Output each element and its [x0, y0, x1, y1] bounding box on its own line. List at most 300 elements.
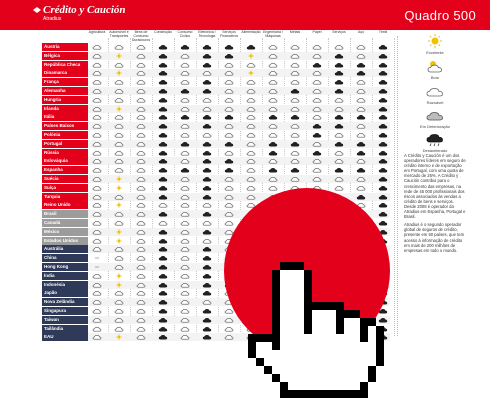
cloud-icon [224, 326, 234, 332]
cloud-icon [92, 238, 102, 244]
table-row[interactable] [88, 78, 390, 86]
dark-cloud-icon [202, 167, 212, 173]
cloud-icon [224, 202, 234, 208]
dark-cloud-icon [180, 44, 190, 50]
country-label[interactable]: Alemanha [42, 87, 88, 95]
dark-cloud-icon [356, 141, 366, 147]
table-row[interactable] [88, 96, 390, 104]
dark-cloud-icon [334, 141, 344, 147]
brand-name: Crédito y Caución [43, 4, 126, 16]
dark-cloud-icon [158, 167, 168, 173]
country-label[interactable]: Nova Zelândia [42, 298, 88, 306]
cloud-icon [114, 97, 124, 103]
table-row[interactable] [88, 52, 390, 60]
table-row[interactable] [88, 175, 390, 183]
dark-cloud-icon [378, 185, 388, 191]
cloud-icon [136, 158, 146, 164]
cloud-icon [334, 176, 344, 182]
cloud-icon [136, 150, 146, 156]
sun-icon [246, 53, 256, 59]
cloud-icon [92, 176, 102, 182]
cloud-icon [92, 246, 102, 252]
dark-cloud-icon [158, 176, 168, 182]
dark-cloud-icon [378, 176, 388, 182]
cloud-icon [290, 70, 300, 76]
cloud-icon [114, 255, 124, 261]
dark-cloud-icon [202, 53, 212, 59]
dark-cloud-icon [202, 334, 212, 340]
country-label[interactable]: República Checa [42, 61, 88, 69]
cloud-icon [136, 255, 146, 261]
cloud-icon [312, 97, 322, 103]
cloud-icon [180, 176, 190, 182]
cloud-icon [92, 106, 102, 112]
cloud-icon [290, 79, 300, 85]
cloud-icon [92, 308, 102, 314]
dark-cloud-icon [158, 308, 168, 314]
cloud-icon [268, 123, 278, 129]
cloud-icon [246, 194, 256, 200]
country-label[interactable]: Indonésia [42, 281, 88, 289]
cloud-icon [114, 62, 124, 68]
cloud-icon [224, 88, 234, 94]
country-label[interactable]: Bélgica [42, 52, 88, 60]
country-label[interactable]: Suíça [42, 184, 88, 192]
dark-cloud-icon [224, 53, 234, 59]
dark-cloud-icon [378, 44, 388, 50]
cloud-icon [180, 282, 190, 288]
dark-cloud-icon [378, 114, 388, 120]
cloud-icon [290, 132, 300, 138]
cloud-icon [268, 132, 278, 138]
dark-cloud-icon [158, 79, 168, 85]
sun-icon [114, 229, 124, 235]
cloud-icon [202, 106, 212, 112]
table-row[interactable] [88, 149, 390, 157]
cloud-icon [136, 246, 146, 252]
cloud-icon [356, 185, 366, 191]
country-label[interactable]: Hong Kong [42, 263, 88, 271]
dark-cloud-icon [202, 185, 212, 191]
dark-cloud-icon [158, 132, 168, 138]
sun-icon [114, 334, 124, 340]
country-label[interactable]: Austrália [42, 245, 88, 253]
country-label[interactable]: Portugal [42, 140, 88, 148]
news-paragraph-2: Atradius é o segundo operador global de seguros de crédito, presente em 50 países, que tem acesso à informação de crédito em mais de 200 milhões de empresas em todo o mundo. [404, 222, 465, 253]
cloud-icon [202, 238, 212, 244]
dark-cloud-icon [202, 44, 212, 50]
country-label[interactable]: Japão [42, 289, 88, 297]
cloud-icon [114, 326, 124, 332]
cloud-icon [268, 79, 278, 85]
country-label[interactable]: Áustria [42, 43, 88, 51]
dark-cloud-icon [378, 62, 388, 68]
cloud-icon [92, 299, 102, 305]
dark-cloud-icon [224, 141, 234, 147]
dark-cloud-icon [268, 150, 278, 156]
dark-cloud-icon [158, 158, 168, 164]
dark-cloud-icon [202, 62, 212, 68]
column-header: Serviços Financeiros [219, 30, 239, 38]
cloud-icon [114, 246, 124, 252]
cloud-icon [246, 114, 256, 120]
dark-cloud-icon [158, 62, 168, 68]
cloud-icon [114, 317, 124, 323]
cloud-icon [136, 132, 146, 138]
cloud-icon [136, 299, 146, 305]
dark-cloud-icon [158, 97, 168, 103]
dark-cloud-icon [268, 114, 278, 120]
column-header: Consumo Cíclico [177, 30, 193, 38]
country-label[interactable]: Irlanda [42, 105, 88, 113]
cloud-icon [312, 70, 322, 76]
country-label[interactable]: Dinamarca [42, 69, 88, 77]
cloud-icon [356, 106, 366, 112]
dark-cloud-icon [158, 70, 168, 76]
cloud-icon [268, 53, 278, 59]
cloud-icon [224, 106, 234, 112]
cloud-icon [312, 88, 322, 94]
column-header: Construção [154, 30, 172, 34]
dark-cloud-icon [378, 53, 388, 59]
cloud-icon [356, 44, 366, 50]
sun-icon [114, 176, 124, 182]
table-row[interactable] [88, 166, 390, 174]
dark-cloud-icon [202, 229, 212, 235]
cloud-icon [114, 150, 124, 156]
country-label[interactable]: Itália [42, 113, 88, 121]
column-header: Engenharia / Máquinas [263, 30, 283, 38]
table-row[interactable] [88, 43, 390, 51]
cloud-icon [114, 79, 124, 85]
sun-icon [114, 106, 124, 112]
legend-item-bleak [407, 131, 463, 153]
cloud-icon [224, 194, 234, 200]
cloud-icon [136, 211, 146, 217]
cloud-icon [136, 167, 146, 173]
cloud-icon [136, 290, 146, 296]
table-row[interactable] [88, 140, 390, 148]
cloud-icon [136, 106, 146, 112]
cloud-icon [136, 79, 146, 85]
column-header: Metais [289, 30, 301, 34]
country-label[interactable]: Índia [42, 272, 88, 280]
dark-cloud-icon [224, 167, 234, 173]
table-row[interactable] [88, 61, 390, 69]
cloud-icon [180, 194, 190, 200]
cloud-icon [136, 141, 146, 147]
cloud-icon [180, 246, 190, 252]
cloud-icon [246, 106, 256, 112]
dark-cloud-icon [180, 167, 190, 173]
dark-cloud-icon [334, 62, 344, 68]
cloud-icon [136, 176, 146, 182]
cloud-icon [224, 123, 234, 129]
dark-cloud-icon [224, 158, 234, 164]
dark-cloud-icon [202, 282, 212, 288]
cloud-icon [92, 44, 102, 50]
country-label[interactable]: China [42, 254, 88, 262]
cloud-icon [114, 194, 124, 200]
cloud-icon [180, 255, 190, 261]
cloud-icon [180, 308, 190, 314]
cloud-icon [92, 114, 102, 120]
cloud-icon [114, 308, 124, 314]
legend-label: Em Deterioração [419, 124, 450, 129]
cloud-icon [92, 97, 102, 103]
cloud-icon [180, 273, 190, 279]
cloud-icon [180, 317, 190, 323]
country-label[interactable]: Rússia [42, 149, 88, 157]
cloud-icon [136, 334, 146, 340]
country-label[interactable]: Tailândia [42, 325, 88, 333]
cloud-icon [290, 158, 300, 164]
dark-cloud-icon [158, 211, 168, 217]
dark-cloud-icon [158, 273, 168, 279]
cloud-icon [202, 220, 212, 226]
cloud-icon [92, 79, 102, 85]
column-divider [394, 38, 395, 336]
dark-cloud-icon [246, 44, 256, 50]
cloud-icon [312, 141, 322, 147]
cloud-icon [180, 185, 190, 191]
dark-cloud-icon [378, 70, 388, 76]
cloud-icon [246, 158, 256, 164]
cloud-icon [268, 70, 278, 76]
dark-cloud-icon [312, 132, 322, 138]
cloud-icon [290, 106, 300, 112]
cloud-icon [356, 88, 366, 94]
cloud-icon [290, 53, 300, 59]
legend-label: Desacelerado [422, 148, 448, 153]
cloud-icon [334, 44, 344, 50]
cloud-icon [246, 176, 256, 182]
dark-cloud-icon [378, 194, 388, 200]
sidebar-divider [397, 36, 398, 336]
dark-cloud-icon [378, 79, 388, 85]
cloud-icon [246, 123, 256, 129]
cloud-icon [114, 123, 124, 129]
dark-cloud-icon [356, 194, 366, 200]
dark-cloud-icon [334, 123, 344, 129]
dark-cloud-icon [356, 70, 366, 76]
cloud-icon [136, 308, 146, 314]
cloud-icon [202, 132, 212, 138]
cloud-icon [180, 326, 190, 332]
sun-icon [114, 238, 124, 244]
cloud-icon [356, 53, 366, 59]
dark-cloud-icon [202, 255, 212, 261]
cloud-icon [114, 211, 124, 217]
legend-label: Excelente [426, 50, 444, 55]
country-label[interactable]: Suécia [42, 175, 88, 183]
cloud-icon [114, 290, 124, 296]
column-header: Têxtil [378, 30, 388, 34]
dark-cloud-icon [202, 317, 212, 323]
cloud-icon [290, 150, 300, 156]
dark-cloud-icon [312, 150, 322, 156]
cloud-icon [92, 70, 102, 76]
cloud-icon [92, 132, 102, 138]
cloud-icon [136, 123, 146, 129]
cloud-icon [136, 97, 146, 103]
sun-cloud-icon [425, 58, 445, 74]
table-row[interactable] [88, 105, 390, 113]
sun-icon [114, 202, 124, 208]
cloud-icon [114, 44, 124, 50]
cloud-icon [202, 70, 212, 76]
country-label[interactable]: Espanha [42, 166, 88, 174]
rain-cloud-icon [425, 131, 445, 147]
cloud-icon [180, 220, 190, 226]
cloud-icon [290, 176, 300, 182]
cloud-icon [136, 62, 146, 68]
country-label[interactable]: Canadá [42, 219, 88, 227]
dark-cloud-icon [378, 202, 388, 208]
cloud-icon [92, 150, 102, 156]
cloud-icon [246, 141, 256, 147]
country-label[interactable]: Reino Unido [42, 201, 88, 209]
dark-cloud-icon [378, 141, 388, 147]
dark-cloud-icon [158, 334, 168, 340]
dark-cloud-icon [158, 317, 168, 323]
cloud-icon [334, 150, 344, 156]
table-row[interactable] [88, 131, 390, 139]
cloud-icon [92, 229, 102, 235]
cloud-icon [180, 53, 190, 59]
country-label[interactable]: Turquia [42, 193, 88, 201]
table-row[interactable] [88, 184, 390, 192]
cloud-icon [334, 185, 344, 191]
cloud-icon [114, 158, 124, 164]
cloud-icon [356, 79, 366, 85]
dash-icon [92, 264, 102, 270]
cloud-icon [136, 282, 146, 288]
dark-cloud-icon [158, 53, 168, 59]
cloud-icon [92, 220, 102, 226]
dark-cloud-icon [378, 150, 388, 156]
cloud-icon [290, 123, 300, 129]
table-row[interactable] [88, 113, 390, 121]
country-label[interactable]: Hungria [42, 96, 88, 104]
cloud-icon [92, 317, 102, 323]
dark-cloud-icon [356, 62, 366, 68]
cloud-icon [290, 62, 300, 68]
cloud-icon [268, 44, 278, 50]
country-label[interactable]: Singapura [42, 307, 88, 315]
cloud-icon [180, 62, 190, 68]
cloud-icon [180, 132, 190, 138]
dark-cloud-icon [334, 167, 344, 173]
cloud-icon [114, 141, 124, 147]
dark-cloud-icon [158, 114, 168, 120]
cloud-icon [202, 299, 212, 305]
cloud-icon [136, 88, 146, 94]
dark-cloud-icon [158, 88, 168, 94]
cloud-icon [92, 88, 102, 94]
country-label[interactable]: Polónia [42, 131, 88, 139]
dark-cloud-icon [180, 88, 190, 94]
dark-cloud-icon [158, 238, 168, 244]
table-row[interactable] [88, 157, 390, 165]
brand-subtitle: Atradius [43, 16, 62, 22]
dark-cloud-icon [312, 123, 322, 129]
dark-cloud-icon [202, 211, 212, 217]
dark-cloud-icon [378, 97, 388, 103]
sun-icon [114, 273, 124, 279]
cloud-icon [92, 185, 102, 191]
dark-cloud-icon [202, 88, 212, 94]
sun-icon [425, 33, 445, 49]
cloud-icon [92, 334, 102, 340]
cloud-icon [224, 185, 234, 191]
sun-icon [246, 70, 256, 76]
cloud-icon [246, 79, 256, 85]
column-header: Papel [312, 30, 322, 34]
cloud-icon [224, 176, 234, 182]
news-paragraph-1: A Crédito y Caución é um dos operadores líderes em seguro de crédito interno e de exportação em Portugal, com uma quota de mercado de 25%. A Crédito y Caución contribui para o crescimento das empresas, na rede de 45 000 profissionais dos riscos associados às vendas a crédito de bens e serviços. Desde 2008 é operador da Atradius em Espanha, Portugal e Brasil. [404, 153, 466, 220]
cloud-icon [356, 97, 366, 103]
cloud-icon [268, 97, 278, 103]
legend-item-poor [407, 107, 463, 129]
cloud-icon [334, 158, 344, 164]
cloud-icon [180, 70, 190, 76]
cloud-icon [224, 62, 234, 68]
cloud-icon [224, 97, 234, 103]
cloud-icon [356, 132, 366, 138]
country-label[interactable]: México [42, 228, 88, 236]
cloud-icon [114, 220, 124, 226]
country-label[interactable]: Eslováquia [42, 157, 88, 165]
country-label[interactable]: Brasil [42, 210, 88, 218]
cloud-icon [246, 88, 256, 94]
dark-cloud-icon [378, 158, 388, 164]
column-header: Agricultura [88, 30, 106, 34]
dark-cloud-icon [356, 167, 366, 173]
table-row[interactable] [88, 69, 390, 77]
table-row[interactable] [88, 122, 390, 130]
country-label[interactable]: EAU [42, 333, 88, 341]
dark-cloud-icon [378, 106, 388, 112]
cloud-icon [114, 264, 124, 270]
dark-cloud-icon [334, 114, 344, 120]
dark-cloud-icon [202, 158, 212, 164]
cloud-icon [356, 158, 366, 164]
country-label[interactable]: França [42, 78, 88, 86]
dark-cloud-icon [180, 114, 190, 120]
cloud-icon [180, 202, 190, 208]
cloud-icon [114, 299, 124, 305]
cloud-icon [246, 150, 256, 156]
country-label[interactable]: Estados Unidos [42, 237, 88, 245]
cloud-icon [224, 220, 234, 226]
dark-cloud-icon [378, 211, 388, 217]
cloud-icon [290, 97, 300, 103]
cloud-icon [114, 167, 124, 173]
country-label[interactable]: Taiwan [42, 316, 88, 324]
dark-cloud-icon [158, 246, 168, 252]
dark-cloud-icon [425, 107, 445, 123]
table-row[interactable] [88, 87, 390, 95]
dark-cloud-icon [334, 70, 344, 76]
dark-cloud-icon [202, 273, 212, 279]
dark-cloud-icon [312, 62, 322, 68]
dark-cloud-icon [158, 255, 168, 261]
dark-cloud-icon [202, 308, 212, 314]
dark-cloud-icon [158, 194, 168, 200]
country-label[interactable]: Países Baixos [42, 122, 88, 130]
cloud-icon [92, 53, 102, 59]
